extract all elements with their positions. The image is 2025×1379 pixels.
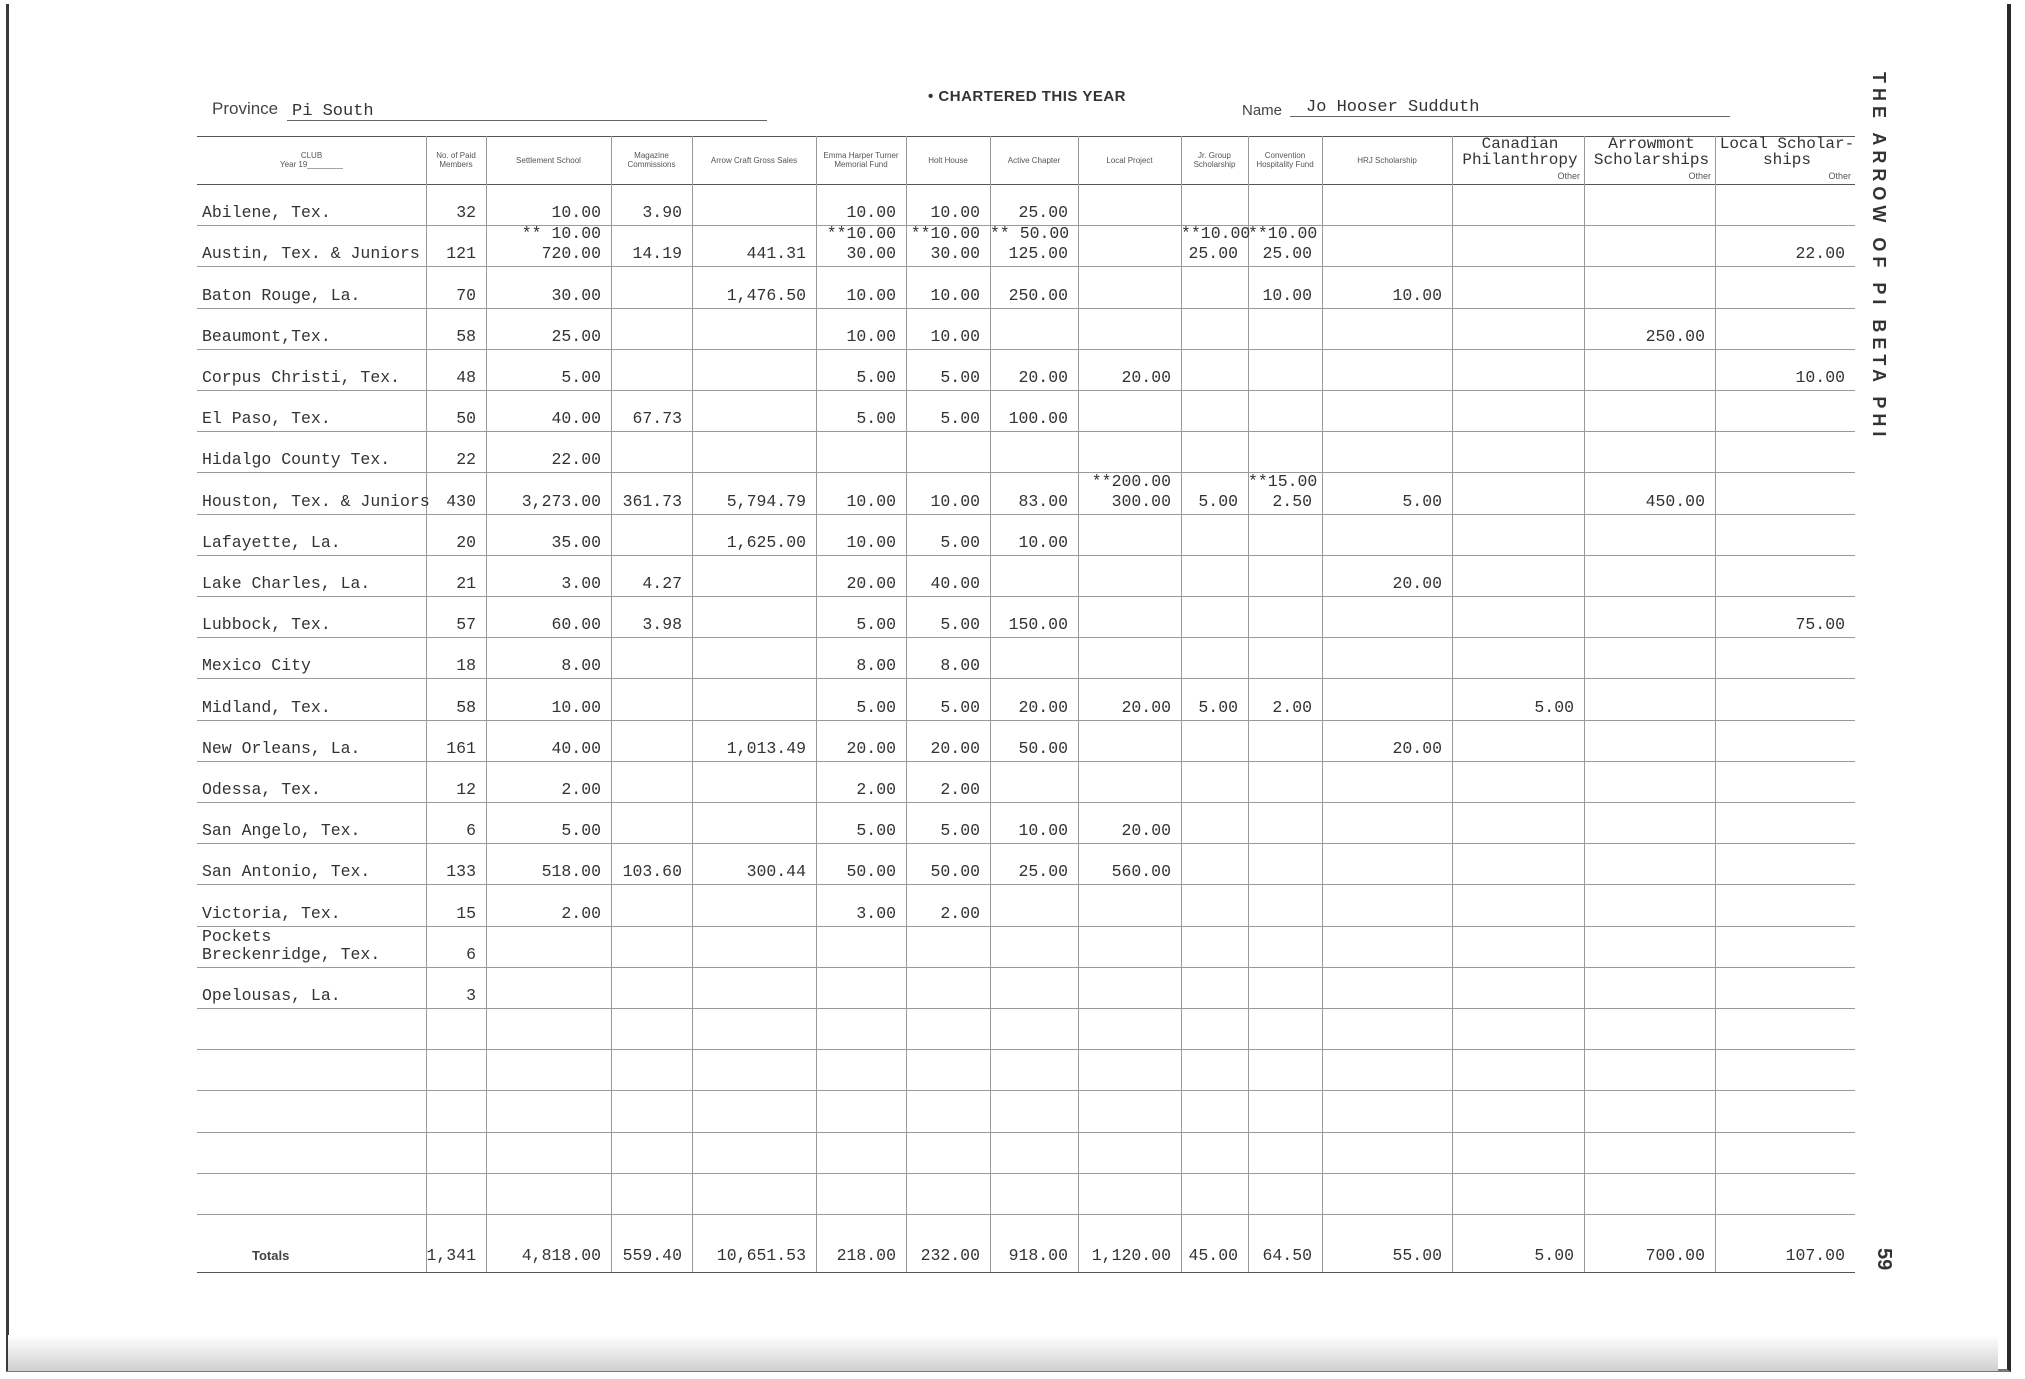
total-canadian: 5.00 <box>1534 1246 1574 1265</box>
name-underline <box>1290 116 1730 117</box>
row-rule <box>197 308 1855 309</box>
row-rule <box>197 678 1855 679</box>
cell-holt: 20.00 <box>930 739 980 758</box>
cell-active: 250.00 <box>1008 286 1068 305</box>
column-divider <box>611 136 612 1272</box>
column-header-arrowcraft <box>692 138 816 182</box>
cell-settlement: 40.00 <box>551 739 601 758</box>
cell-emma: 10.00 <box>846 327 896 346</box>
province-label: Province <box>212 99 279 118</box>
cell-emma: 5.00 <box>856 409 896 428</box>
cell-holt: 2.00 <box>940 904 980 923</box>
column-header-club <box>197 138 426 182</box>
cell-holt: 5.00 <box>940 533 980 552</box>
cell-holt: 5.00 <box>940 409 980 428</box>
club-name: San Antonio, Tex. <box>202 862 371 881</box>
column-header-settlement <box>486 138 611 182</box>
cell-members: 18 <box>456 656 476 675</box>
cell-emma: 5.00 <box>856 368 896 387</box>
cell-active: 20.00 <box>1018 368 1068 387</box>
club-name: Austin, Tex. & Juniors <box>202 244 420 263</box>
total-settlement: 4,818.00 <box>521 1246 601 1265</box>
cell-emma: 5.00 <box>856 615 896 634</box>
cell-active: 10.00 <box>1018 533 1068 552</box>
cell-emma: 5.00 <box>856 821 896 840</box>
column-header-magazine <box>611 138 692 182</box>
row-rule <box>197 761 1855 762</box>
total-magazine: 559.40 <box>622 1246 682 1265</box>
cell-settlement: 3,273.00 <box>521 492 601 511</box>
cell-members: 15 <box>456 904 476 923</box>
cell-active: 83.00 <box>1018 492 1068 511</box>
cell-canadian: 5.00 <box>1534 698 1574 717</box>
cell-settlement: 3.00 <box>561 574 601 593</box>
total-arrowmont: 700.00 <box>1645 1246 1705 1265</box>
cell-magazine: 14.19 <box>632 244 682 263</box>
column-divider <box>1322 136 1323 1272</box>
cell-members: 21 <box>456 574 476 593</box>
cell-members: 48 <box>456 368 476 387</box>
cell-jr_group: **10.00 25.00 <box>1181 224 1251 263</box>
cell-local_scholar: 22.00 <box>1795 244 1845 263</box>
cell-settlement: 60.00 <box>551 615 601 634</box>
column-header-label: Arrowmont Scholarships <box>1593 135 1710 169</box>
club-name: Beaumont,Tex. <box>202 327 331 346</box>
column-header-label: Magazine Commissions <box>627 151 676 169</box>
cell-members: 22 <box>456 450 476 469</box>
club-name: Opelousas, La. <box>202 986 341 1005</box>
column-header-local_project <box>1078 138 1181 182</box>
column-header-label: HRJ Scholarship <box>1357 155 1417 165</box>
column-header-active <box>990 138 1078 182</box>
cell-members: 3 <box>466 986 476 1005</box>
name-label: Name <box>1242 102 1283 119</box>
cell-local_scholar: 10.00 <box>1795 368 1845 387</box>
total-local_project: 1,120.00 <box>1091 1246 1171 1265</box>
cell-arrowcraft: 441.31 <box>746 244 806 263</box>
cell-arrowcraft: 1,013.49 <box>726 739 806 758</box>
club-name: Abilene, Tex. <box>202 203 331 222</box>
cell-members: 57 <box>456 615 476 634</box>
cell-settlement: 518.00 <box>541 862 601 881</box>
cell-active: 150.00 <box>1008 615 1068 634</box>
column-header-label: Settlement School <box>516 155 581 165</box>
cell-emma: 8.00 <box>856 656 896 675</box>
column-header-sub: Other <box>1688 171 1711 181</box>
cell-settlement: 5.00 <box>561 821 601 840</box>
cell-arrowmont: 450.00 <box>1645 492 1705 511</box>
column-header-label: No. of Paid Members <box>436 151 476 169</box>
club-name: Odessa, Tex. <box>202 780 321 799</box>
cell-magazine: 4.27 <box>642 574 682 593</box>
cell-members: 70 <box>456 286 476 305</box>
side-title: THE ARROW OF PI BETA PHI <box>1869 72 1889 442</box>
column-header-label: Active Chapter <box>1007 155 1061 165</box>
cell-members: 58 <box>456 698 476 717</box>
column-header-label: Arrow Craft Gross Sales <box>710 155 798 165</box>
cell-hrj: 20.00 <box>1392 574 1442 593</box>
cell-emma: 20.00 <box>846 574 896 593</box>
cell-holt: 5.00 <box>940 821 980 840</box>
scan-edge <box>8 1335 1998 1371</box>
cell-holt: **10.00 30.00 <box>910 224 980 263</box>
row-rule <box>197 1049 1855 1050</box>
club-name: Houston, Tex. & Juniors <box>202 492 430 511</box>
column-header-label: Local Project <box>1106 155 1153 165</box>
total-holt: 232.00 <box>920 1246 980 1265</box>
row-rule <box>197 802 1855 803</box>
column-header-label: Local Scholar- ships <box>1719 135 1855 169</box>
row-rule <box>197 926 1855 927</box>
club-name: Mexico City <box>202 656 311 675</box>
cell-emma: 5.00 <box>856 698 896 717</box>
row-rule <box>197 266 1855 267</box>
club-name: Lubbock, Tex. <box>202 615 331 634</box>
cell-magazine: 361.73 <box>622 492 682 511</box>
row-rule <box>197 555 1855 556</box>
column-header-label: Canadian Philanthropy <box>1462 135 1578 169</box>
cell-jr_group: 5.00 <box>1198 492 1238 511</box>
cell-settlement: ** 10.00 720.00 <box>521 224 601 263</box>
total-arrowcraft: 10,651.53 <box>716 1246 806 1265</box>
cell-hrj: 20.00 <box>1392 739 1442 758</box>
cell-settlement: 10.00 <box>551 698 601 717</box>
chartered-note: • CHARTERED THIS YEAR <box>928 88 1126 105</box>
cell-holt: 5.00 <box>940 698 980 717</box>
row-rule <box>197 514 1855 515</box>
cell-members: 50 <box>456 409 476 428</box>
cell-arrowcraft: 5,794.79 <box>726 492 806 511</box>
cell-settlement: 2.00 <box>561 904 601 923</box>
cell-active: 10.00 <box>1018 821 1068 840</box>
column-header-hrj <box>1322 138 1452 182</box>
cell-arrowcraft: 1,476.50 <box>726 286 806 305</box>
cell-magazine: 103.60 <box>622 862 682 881</box>
cell-local_project: 20.00 <box>1121 821 1171 840</box>
cell-active: 100.00 <box>1008 409 1068 428</box>
cell-members: 20 <box>456 533 476 552</box>
row-rule <box>197 637 1855 638</box>
cell-settlement: 22.00 <box>551 450 601 469</box>
name-value: Jo Hooser Sudduth <box>1306 98 1480 117</box>
row-rule <box>197 884 1855 885</box>
club-name: El Paso, Tex. <box>202 409 331 428</box>
cell-local_scholar: 75.00 <box>1795 615 1845 634</box>
cell-active: 50.00 <box>1018 739 1068 758</box>
cell-arrowcraft: 300.44 <box>746 862 806 881</box>
cell-settlement: 2.00 <box>561 780 601 799</box>
row-rule <box>197 1090 1855 1091</box>
province-value: Pi South <box>292 102 374 121</box>
cell-settlement: 40.00 <box>551 409 601 428</box>
cell-members: 58 <box>456 327 476 346</box>
cell-members: 6 <box>466 945 476 964</box>
cell-settlement: 5.00 <box>561 368 601 387</box>
cell-convention: 10.00 <box>1262 286 1312 305</box>
cell-settlement: 25.00 <box>551 327 601 346</box>
club-name: Baton Rouge, La. <box>202 286 361 305</box>
cell-members: 161 <box>446 739 476 758</box>
cell-magazine: 67.73 <box>632 409 682 428</box>
cell-members: 133 <box>446 862 476 881</box>
row-rule <box>197 1132 1855 1133</box>
column-header-local_scholar <box>1715 135 1857 182</box>
club-name: Hidalgo County Tex. <box>202 450 391 469</box>
column-header-convention <box>1248 138 1322 182</box>
column-header-members <box>426 138 486 182</box>
club-name: Lake Charles, La. <box>202 574 371 593</box>
column-header-label: Jr. Group Scholarship <box>1193 151 1236 169</box>
cell-members: 32 <box>456 203 476 222</box>
cell-members: 430 <box>446 492 476 511</box>
header-bottom-rule <box>197 184 1855 185</box>
total-local_scholar: 107.00 <box>1785 1246 1845 1265</box>
cell-settlement: 30.00 <box>551 286 601 305</box>
club-name: New Orleans, La. <box>202 739 361 758</box>
row-rule <box>197 967 1855 968</box>
total-jr_group: 45.00 <box>1188 1246 1238 1265</box>
club-name: Midland, Tex. <box>202 698 331 717</box>
cell-emma: 10.00 <box>846 492 896 511</box>
club-name: Pockets Breckenridge, Tex. <box>202 927 381 964</box>
cell-holt: 5.00 <box>940 368 980 387</box>
club-name: San Angelo, Tex. <box>202 821 361 840</box>
totals-label: Totals <box>252 1248 290 1263</box>
cell-emma: **10.00 30.00 <box>826 224 896 263</box>
total-convention: 64.50 <box>1262 1246 1312 1265</box>
total-emma: 218.00 <box>836 1246 896 1265</box>
cell-convention: **15.00 2.50 <box>1248 472 1318 511</box>
cell-holt: 10.00 <box>930 492 980 511</box>
cell-holt: 10.00 <box>930 327 980 346</box>
column-divider <box>1715 136 1716 1272</box>
row-rule <box>197 1008 1855 1009</box>
cell-local_project: 20.00 <box>1121 368 1171 387</box>
row-rule <box>197 596 1855 597</box>
total-members: 1,341 <box>426 1246 476 1265</box>
row-rule <box>197 349 1855 350</box>
cell-holt: 2.00 <box>940 780 980 799</box>
cell-hrj: 5.00 <box>1402 492 1442 511</box>
cell-holt: 5.00 <box>940 615 980 634</box>
row-rule <box>197 1173 1855 1174</box>
row-rule <box>197 843 1855 844</box>
cell-members: 6 <box>466 821 476 840</box>
row-rule <box>197 431 1855 432</box>
cell-local_project: 20.00 <box>1121 698 1171 717</box>
cell-active: 25.00 <box>1018 862 1068 881</box>
cell-arrowmont: 250.00 <box>1645 327 1705 346</box>
column-header-sub: Other <box>1828 171 1851 181</box>
column-header-emma <box>816 138 906 182</box>
club-name: Victoria, Tex. <box>202 904 341 923</box>
cell-emma: 20.00 <box>846 739 896 758</box>
club-name: Lafayette, La. <box>202 533 341 552</box>
club-name: Corpus Christi, Tex. <box>202 368 401 387</box>
cell-settlement: 10.00 <box>551 203 601 222</box>
row-rule <box>197 720 1855 721</box>
cell-convention: **10.00 25.00 <box>1248 224 1318 263</box>
column-header-holt <box>906 138 990 182</box>
cell-holt: 8.00 <box>940 656 980 675</box>
row-rule <box>197 1214 1855 1215</box>
column-header-label: Emma Harper Turner Memorial Fund <box>823 151 899 169</box>
cell-active: 25.00 <box>1018 203 1068 222</box>
cell-hrj: 10.00 <box>1392 286 1442 305</box>
cell-emma: 10.00 <box>846 533 896 552</box>
cell-magazine: 3.98 <box>642 615 682 634</box>
cell-emma: 50.00 <box>846 862 896 881</box>
row-rule <box>197 472 1855 473</box>
total-hrj: 55.00 <box>1392 1246 1442 1265</box>
cell-holt: 10.00 <box>930 286 980 305</box>
column-header-jr_group <box>1181 138 1248 182</box>
cell-local_project: **200.00 300.00 <box>1091 472 1171 511</box>
cell-holt: 10.00 <box>930 203 980 222</box>
cell-magazine: 3.90 <box>642 203 682 222</box>
total-active: 918.00 <box>1008 1246 1068 1265</box>
column-divider <box>1584 136 1585 1272</box>
cell-members: 121 <box>446 244 476 263</box>
cell-jr_group: 5.00 <box>1198 698 1238 717</box>
cell-settlement: 35.00 <box>551 533 601 552</box>
column-header-label: CLUB <box>300 151 323 160</box>
table-bottom-rule <box>197 1272 1855 1273</box>
cell-members: 12 <box>456 780 476 799</box>
province-underline <box>287 120 767 121</box>
column-header-canadian <box>1452 135 1586 182</box>
cell-active: 20.00 <box>1018 698 1068 717</box>
cell-active: ** 50.00 125.00 <box>990 224 1070 263</box>
page-number: 59 <box>1873 1248 1895 1271</box>
cell-local_project: 560.00 <box>1111 862 1171 881</box>
column-header-label: Convention Hospitality Fund <box>1256 151 1314 169</box>
cell-convention: 2.00 <box>1272 698 1312 717</box>
column-header-sub: Year 19________ <box>280 160 343 169</box>
cell-emma: 10.00 <box>846 203 896 222</box>
cell-emma: 3.00 <box>856 904 896 923</box>
cell-arrowcraft: 1,625.00 <box>726 533 806 552</box>
row-rule <box>197 390 1855 391</box>
cell-holt: 40.00 <box>930 574 980 593</box>
column-header-arrowmont <box>1584 135 1717 182</box>
cell-holt: 50.00 <box>930 862 980 881</box>
cell-settlement: 8.00 <box>561 656 601 675</box>
column-header-label: Holt House <box>928 155 968 165</box>
cell-emma: 10.00 <box>846 286 896 305</box>
column-header-sub: Other <box>1557 171 1580 181</box>
cell-emma: 2.00 <box>856 780 896 799</box>
column-divider <box>692 136 693 1272</box>
